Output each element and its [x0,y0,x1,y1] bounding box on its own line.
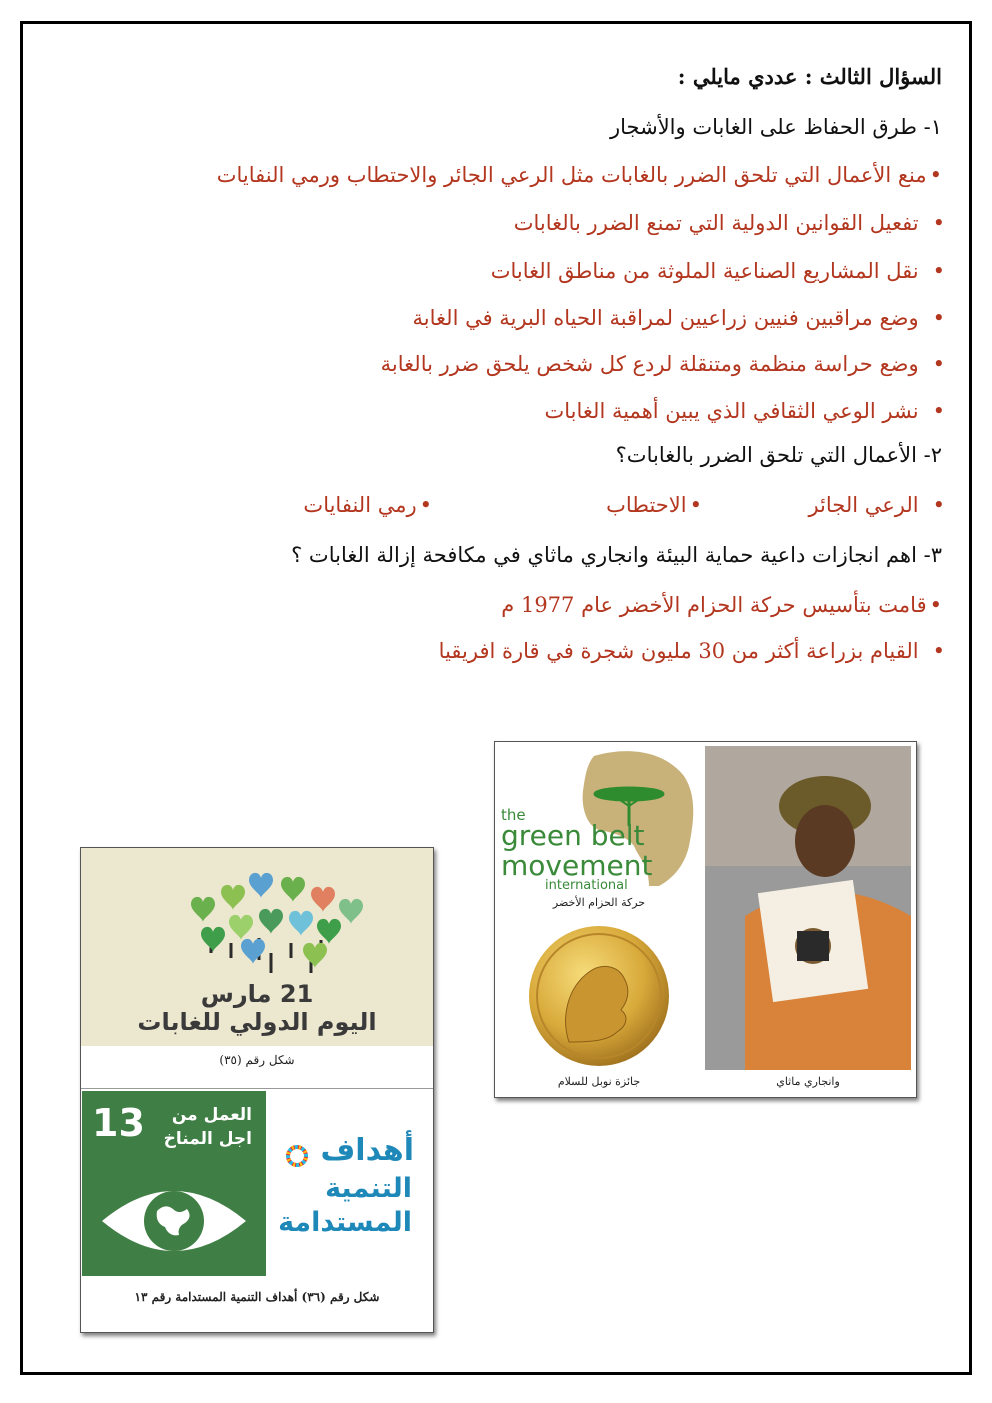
sdg-number: 13 [92,1101,145,1145]
sdg-goals-panel [266,1091,432,1276]
question-title: السؤال الثالث : عددي مايلي : [677,64,942,89]
q1-answer-6: • نشر الوعي الثقافي الذي يبين أهمية الغابات [545,396,945,426]
sdg-title-line1: العمل من [171,1105,252,1125]
logo-line3: international [545,878,628,893]
nobel-medal-icon [499,922,699,1070]
caption-divider [81,1088,433,1089]
q1-answer-5: • وضع حراسة منظمة ومتنقلة لردع كل شخص يلحق ضرر بالغابة [381,349,945,379]
sdg-title-line2: اجل المناخ [163,1129,252,1149]
forest-day-sdg-card [80,847,434,1333]
sdg-wheel-icon [286,1145,308,1167]
goals-line2: التنمية [325,1173,412,1204]
person-photo-illustration [705,746,911,1070]
q2-answer-1: • الرعي الجائر [808,490,945,520]
logo-line2: movement [501,849,653,882]
wangari-maathai-card [494,741,917,1098]
q3-answer-1: • قامت بتأسيس حركة الحزام الأخضر عام 1977 م [501,590,942,620]
q2-answer-3: • رمي النفايات [303,490,432,520]
forest-day-poster [81,848,433,1046]
person-caption: وانجاري ماثاي [776,1075,840,1088]
goals-line3: المستدامة [278,1207,412,1238]
q1-heading: ١- طرق الحفاظ على الغابات والأشجار [610,115,942,139]
goals-line1: أهداف [320,1133,414,1168]
logo-the: the [501,806,526,824]
q1-answer-4: • وضع مراقبين فنيين زراعيين لمراقبة الحياه البرية في الغابة [413,303,945,333]
green-belt-logo [499,746,699,892]
figure-35-caption: شكل رقم (٣٥) [219,1053,295,1067]
forest-day-name: اليوم الدولي للغابات [137,1008,377,1036]
q3-answer-2: • القيام بزراعة أكثر من 30 مليون شجرة في قارة افريقيا [439,636,945,666]
gbm-caption: حركة الحزام الأخضر [552,896,646,909]
forest-day-date: 21 مارس [200,980,314,1008]
q2-answer-2: • الاحتطاب [606,490,702,520]
q1-answer-3: • نقل المشاريع الصناعية الملوثة من مناطق الغابات [491,256,945,286]
q1-answer-1: • منع الأعمال التي تلحق الضرر بالغابات مثل الرعي الجائر والاحتطاب ورمي النفايات [217,160,942,190]
q2-heading: ٢- الأعمال التي تلحق الضرر بالغابات؟ [615,443,942,467]
q1-answer-2: • تفعيل القوانين الدولية التي تمنع الضرر بالغابات [514,208,945,238]
eye-globe-icon [82,1166,266,1276]
figure-36-caption: شكل رقم (٣٦) أهداف التنمية المستدامة رقم ١٣ [134,1290,380,1304]
wangari-maathai-photo [705,746,911,1070]
q3-heading: ٣- اهم انجازات داعية حماية البيئة وانجاري ماثاي في مكافحة إزالة الغابات ؟ [291,543,942,567]
nobel-caption: جائزة نوبل للسلام [557,1075,641,1088]
sdg13-tile [82,1091,266,1276]
logo-line1: green belt [501,819,645,852]
nobel-medal-image [499,922,699,1070]
